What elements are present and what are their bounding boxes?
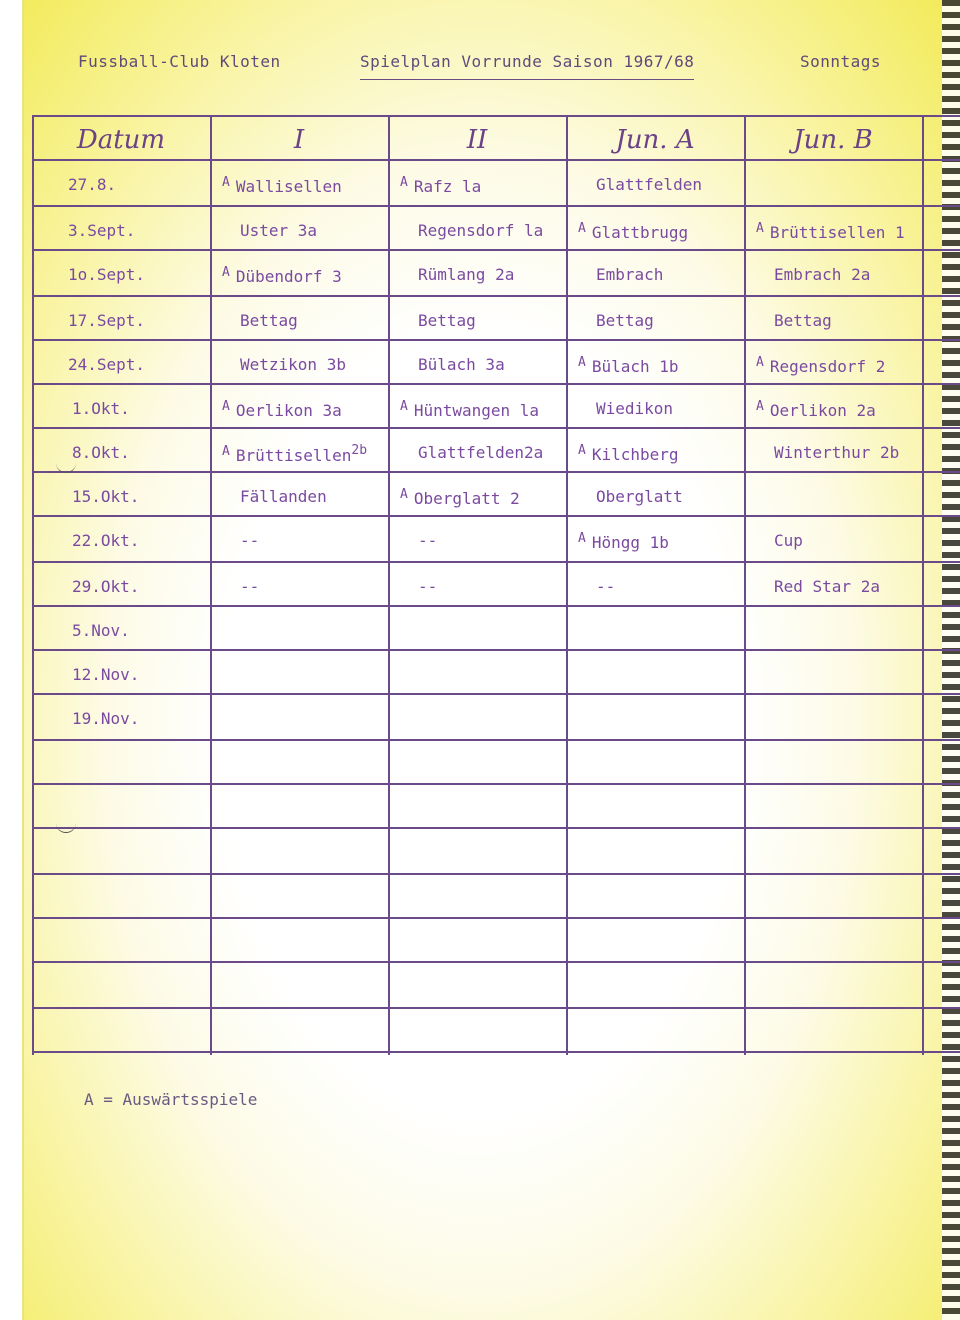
- match-day: Sonntags: [800, 52, 882, 71]
- match-entry: [756, 355, 885, 376]
- table-rule: [32, 827, 960, 829]
- table-rule: [32, 339, 960, 341]
- team-suffix: 2b: [351, 443, 368, 458]
- match-entry: [240, 355, 346, 374]
- opponent-name: Glattfelden: [596, 175, 702, 194]
- opponent-name: Bettag: [774, 311, 832, 330]
- away-marker: A: [578, 355, 586, 370]
- opponent-name: Oberglatt 2: [413, 489, 520, 508]
- away-marker: A: [400, 175, 408, 190]
- opponent-name: Glattbrugg: [591, 223, 689, 242]
- column-header: Datum: [76, 125, 166, 155]
- match-entry: [418, 221, 543, 240]
- away-marker: A: [222, 444, 230, 459]
- match-entry: [596, 487, 683, 506]
- table-rule: [32, 783, 960, 785]
- table-rule: [32, 115, 960, 117]
- opponent-name: Bülach 1b: [591, 357, 679, 376]
- opponent-name: Wiedikon: [596, 399, 674, 418]
- table-rule: [32, 873, 960, 875]
- match-entry: [222, 399, 342, 420]
- match-entry: [222, 443, 367, 465]
- opponent-name: Oerlikon 3a: [235, 401, 342, 420]
- row-date: 27.8.: [68, 175, 117, 194]
- away-marker: A: [222, 399, 230, 414]
- match-entry: [400, 487, 520, 508]
- row-date: 19.Nov.: [72, 709, 140, 728]
- row-date: 1o.Sept.: [68, 265, 146, 284]
- opponent-name: Wallisellen: [235, 177, 342, 196]
- table-column-rule: [566, 115, 568, 1055]
- match-entry: [240, 531, 259, 550]
- legend: A = Auswärtsspiele: [84, 1090, 258, 1109]
- column-header: Jun. B: [793, 125, 873, 155]
- match-entry: [756, 399, 876, 420]
- row-date: 5.Nov.: [72, 621, 130, 640]
- opponent-name: Regensdorf 2: [769, 357, 886, 376]
- away-marker: A: [222, 175, 230, 190]
- opponent-name: Wetzikon 3b: [240, 355, 346, 374]
- match-entry: [418, 443, 543, 462]
- paper-edge: [22, 0, 24, 1320]
- schedule-title: Spielplan Vorrunde Saison 1967/68: [360, 52, 694, 80]
- table-column-rule: [32, 115, 34, 1055]
- opponent-name: Brüttisellen 1: [769, 223, 905, 242]
- match-entry: [222, 175, 342, 196]
- table-rule: [32, 693, 960, 695]
- table-rule: [32, 649, 960, 651]
- match-entry: [418, 265, 514, 284]
- opponent-name: Oberglatt: [596, 487, 683, 506]
- opponent-name: Winterthur 2b: [774, 443, 900, 462]
- match-entry: [756, 221, 905, 242]
- match-entry: [222, 265, 342, 286]
- table-rule: [32, 561, 960, 563]
- table-rule: [32, 1007, 960, 1009]
- opponent-name: Oerlikon 2a: [769, 401, 876, 420]
- opponent-name: Red Star 2a: [774, 577, 880, 596]
- match-entry: [596, 577, 615, 596]
- table-rule: [32, 159, 960, 161]
- match-entry: [240, 577, 259, 596]
- table-rule: [32, 205, 960, 207]
- table-rule: [32, 961, 960, 963]
- opponent-name: Uster 3a: [240, 221, 318, 240]
- match-entry: [400, 399, 539, 420]
- table-rule: [32, 249, 960, 251]
- opponent-name: --: [240, 577, 260, 596]
- table-rule: [32, 383, 960, 385]
- opponent-name: Höngg 1b: [591, 533, 669, 552]
- match-entry: [774, 311, 832, 330]
- match-entry: [578, 355, 679, 376]
- match-entry: [418, 355, 505, 374]
- column-header: II: [466, 125, 488, 155]
- row-date: 3.Sept.: [68, 221, 136, 240]
- away-marker: A: [578, 221, 586, 236]
- opponent-name: --: [240, 531, 260, 550]
- match-entry: [578, 221, 688, 242]
- match-entry: [596, 175, 702, 194]
- column-header: Jun. A: [615, 125, 695, 155]
- away-marker: A: [400, 487, 408, 502]
- away-marker: A: [756, 355, 764, 370]
- opponent-name: Bettag: [418, 311, 476, 330]
- opponent-name: Hüntwangen la: [413, 401, 540, 420]
- table-rule: [32, 739, 960, 741]
- match-entry: [418, 577, 437, 596]
- opponent-name: --: [418, 577, 438, 596]
- away-marker: A: [222, 265, 230, 280]
- match-entry: [240, 311, 298, 330]
- match-entry: [240, 487, 327, 506]
- match-entry: [400, 175, 481, 196]
- match-entry: [774, 443, 899, 462]
- away-marker: A: [756, 399, 764, 414]
- table-rule: [32, 427, 960, 429]
- opponent-name: --: [418, 531, 438, 550]
- table-rule: [32, 605, 960, 607]
- row-date: 22.Okt.: [72, 531, 140, 550]
- match-entry: [774, 531, 803, 550]
- match-entry: [240, 221, 317, 240]
- row-date: 12.Nov.: [72, 665, 140, 684]
- opponent-name: Embrach 2a: [774, 265, 871, 284]
- table-column-rule: [210, 115, 212, 1055]
- match-entry: [596, 311, 654, 330]
- opponent-name: Rümlang 2a: [418, 265, 515, 284]
- opponent-name: Bülach 3a: [418, 355, 505, 374]
- page-margin: [0, 0, 22, 1320]
- row-date: 1.Okt.: [72, 399, 130, 418]
- table-rule: [32, 917, 960, 919]
- row-date: 29.Okt.: [72, 577, 140, 596]
- match-entry: [418, 311, 476, 330]
- match-entry: [596, 399, 673, 418]
- opponent-name: Rafz la: [413, 177, 482, 196]
- match-entry: [774, 265, 870, 284]
- table-column-rule: [744, 115, 746, 1055]
- match-entry: [578, 531, 669, 552]
- match-entry: [596, 265, 663, 284]
- match-entry: [578, 443, 679, 464]
- table-rule: [32, 515, 960, 517]
- away-marker: A: [578, 531, 586, 546]
- row-date: 17.Sept.: [68, 311, 146, 330]
- away-marker: A: [400, 399, 408, 414]
- opponent-name: Embrach: [596, 265, 664, 284]
- opponent-name: Bettag: [240, 311, 298, 330]
- away-marker: A: [756, 221, 764, 236]
- table-rule: [32, 295, 960, 297]
- opponent-name: --: [596, 577, 616, 596]
- club-name: Fussball-Club Kloten: [78, 52, 281, 71]
- away-marker: A: [578, 443, 586, 458]
- column-header: I: [293, 125, 305, 155]
- match-entry: [418, 531, 437, 550]
- row-date: 24.Sept.: [68, 355, 146, 374]
- opponent-name: Regensdorf la: [418, 221, 544, 240]
- table-rule: [32, 471, 960, 473]
- match-entry: [774, 577, 880, 596]
- opponent-name: Glattfelden2a: [418, 443, 544, 462]
- row-date: 8.Okt.: [72, 443, 130, 462]
- opponent-name: Bettag: [596, 311, 654, 330]
- schedule-table: [32, 115, 960, 1055]
- table-column-rule: [388, 115, 390, 1055]
- opponent-name: Dübendorf 3: [235, 267, 342, 286]
- row-date: 15.Okt.: [72, 487, 140, 506]
- opponent-name: Kilchberg: [591, 445, 679, 464]
- table-rule: [32, 1051, 960, 1053]
- opponent-name: Brüttisellen: [235, 446, 352, 465]
- table-column-rule: [922, 115, 924, 1055]
- opponent-name: Cup: [774, 531, 803, 550]
- opponent-name: Fällanden: [240, 487, 327, 506]
